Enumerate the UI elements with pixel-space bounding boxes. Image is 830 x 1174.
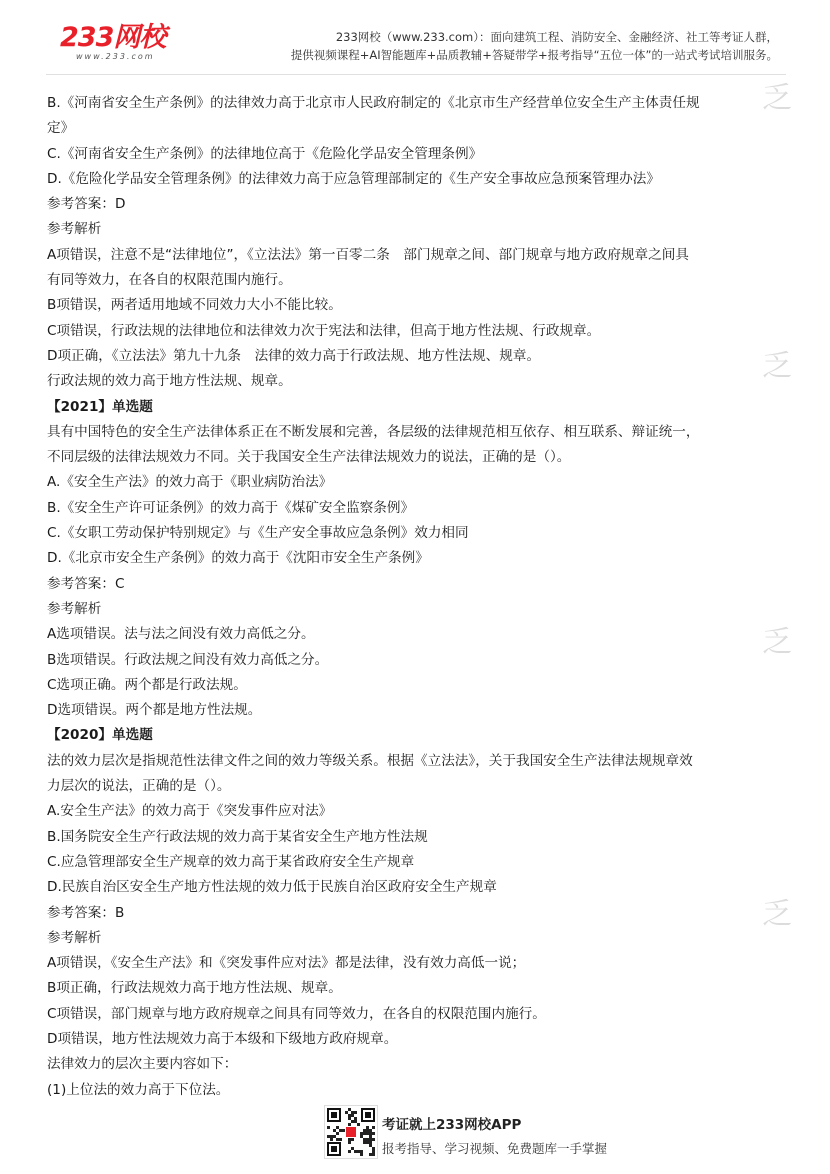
text-line: 有同等效力，在各自的权限范围内施行。 [47, 272, 292, 289]
text-line: A项错误，《安全生产法》和《突发事件应对法》都是法律，没有效力高低一说； [47, 955, 526, 972]
text-line: B项正确，行政法规效力高于地方性法规、规章。 [47, 980, 342, 997]
text-line: 力层次的说法，正确的是（）。 [47, 778, 231, 795]
text-line: B.《河南省安全生产条例》的法律效力高于北京市人民政府制定的《北京市生产经营单位安全生产主体责任规 [47, 95, 700, 111]
footer-subtitle: 报考指导、学习视频、免费题库一手掌握 [382, 1141, 608, 1156]
text-line: 具有中国特色的安全生产法律体系正在不断发展和完善，各层级的法律规范相互依存、相互联系、辩证统一， [47, 423, 700, 440]
text-line: 法律效力的层次主要内容如下： [47, 1056, 238, 1073]
text-line: A.安全生产法》的效力高于《突发事件应对法》 [47, 803, 333, 820]
text-line: C.应急管理部安全生产规章的效力高于某省政府安全生产规章 [47, 853, 415, 870]
text-line: C.《河南省安全生产条例》的法律地位高于《危险化学品安全管理条例》 [47, 145, 483, 162]
text-line: B选项错误。行政法规之间没有效力高低之分。 [47, 651, 329, 668]
page-footer [324, 1105, 624, 1165]
text-line: D.民族自治区安全生产地方性法规的效力低于民族自治区政府安全生产规章 [47, 879, 497, 896]
watermark-icon: 乏 [762, 349, 792, 384]
text-line: 法的效力层次是指规范性法律文件之间的效力等级关系。根据《立法法》，关于我国安全生产法律法规规章效 [47, 752, 693, 769]
logo-url: www.233.com [76, 52, 155, 61]
brand-logo [60, 24, 165, 62]
text-line: A.《安全生产法》的效力高于《职业病防治法》 [47, 474, 333, 491]
text-line: 参考答案：D [47, 196, 126, 213]
text-line: 不同层级的法律法规效力不同。关于我国安全生产法律法规效力的说法，正确的是（）。 [47, 449, 571, 466]
text-line: C选项正确。两个都是行政法规。 [47, 676, 247, 693]
header-line-2: 提供视频课程+AI智能题库+品质教辅+答疑带学+报考指导“五位一体”的一站式考试培训服务。 [290, 48, 778, 62]
header-description [291, 28, 778, 64]
watermark-icon: 乏 [762, 625, 792, 660]
text-line: B.《安全生产许可证条例》的效力高于《煤矿安全监察条例》 [47, 499, 415, 516]
text-line: 行政法规的效力高于地方性法规、规章。 [47, 373, 292, 390]
section-heading: 【2021】单选题 [47, 398, 153, 415]
footer-title: 考证就上233网校APP [382, 1117, 522, 1133]
text-line: D项错误，地方性法规效力高于本级和下级地方政府规章。 [47, 1030, 398, 1047]
watermark-icon: 乏 [762, 897, 792, 932]
logo-text: 233网校 [60, 22, 166, 53]
header-divider [46, 74, 786, 75]
text-line: 参考解析 [47, 221, 102, 238]
header-line-1: 233网校（www.233.com）：面向建筑工程、消防安全、金融经济、社工等考证人群， [335, 30, 778, 44]
qr-code-icon [324, 1105, 378, 1159]
text-line: D.《危险化学品安全管理条例》的法律效力高于应急管理部制定的《生产安全事故应急预案管理办法》 [47, 170, 660, 187]
text-line: C项错误，部门规章与地方政府规章之间具有同等效力，在各自的权限范围内施行。 [47, 1005, 546, 1022]
text-line: D项正确，《立法法》第九十九条 法律的效力高于行政法规、地方性法规、规章。 [47, 347, 541, 364]
watermark-icon: 乏 [762, 81, 792, 116]
text-line: A选项错误。法与法之间没有效力高低之分。 [47, 626, 315, 643]
text-line: B.国务院安全生产行政法规的效力高于某省安全生产地方性法规 [47, 828, 428, 845]
section-heading: 【2020】单选题 [47, 727, 153, 744]
text-line: 定》 [47, 120, 75, 137]
document-body [47, 91, 777, 1103]
text-line: (1)上位法的效力高于下位法。 [47, 1081, 230, 1098]
text-line: 参考答案：B [47, 904, 125, 921]
text-line: A项错误，注意不是“法律地位”，《立法法》第一百零二条 部门规章之间、部门规章与地方政府规章之间具 [47, 246, 689, 263]
page-header [0, 0, 830, 72]
text-line: C.《女职工劳动保护特别规定》与《生产安全事故应急条例》效力相同 [47, 525, 469, 542]
text-line: C项错误，行政法规的法律地位和法律效力次于宪法和法律，但高于地方性法规、行政规章。 [47, 322, 601, 339]
text-line: 参考解析 [47, 929, 102, 946]
text-line: D.《北京市安全生产条例》的效力高于《沈阳市安全生产条例》 [47, 550, 429, 567]
text-line: 参考解析 [47, 600, 102, 617]
text-line: B项错误，两者适用地域不同效力大小不能比较。 [47, 297, 342, 314]
text-line: D选项错误。两个都是地方性法规。 [47, 702, 262, 719]
text-line: 参考答案：C [47, 575, 125, 592]
